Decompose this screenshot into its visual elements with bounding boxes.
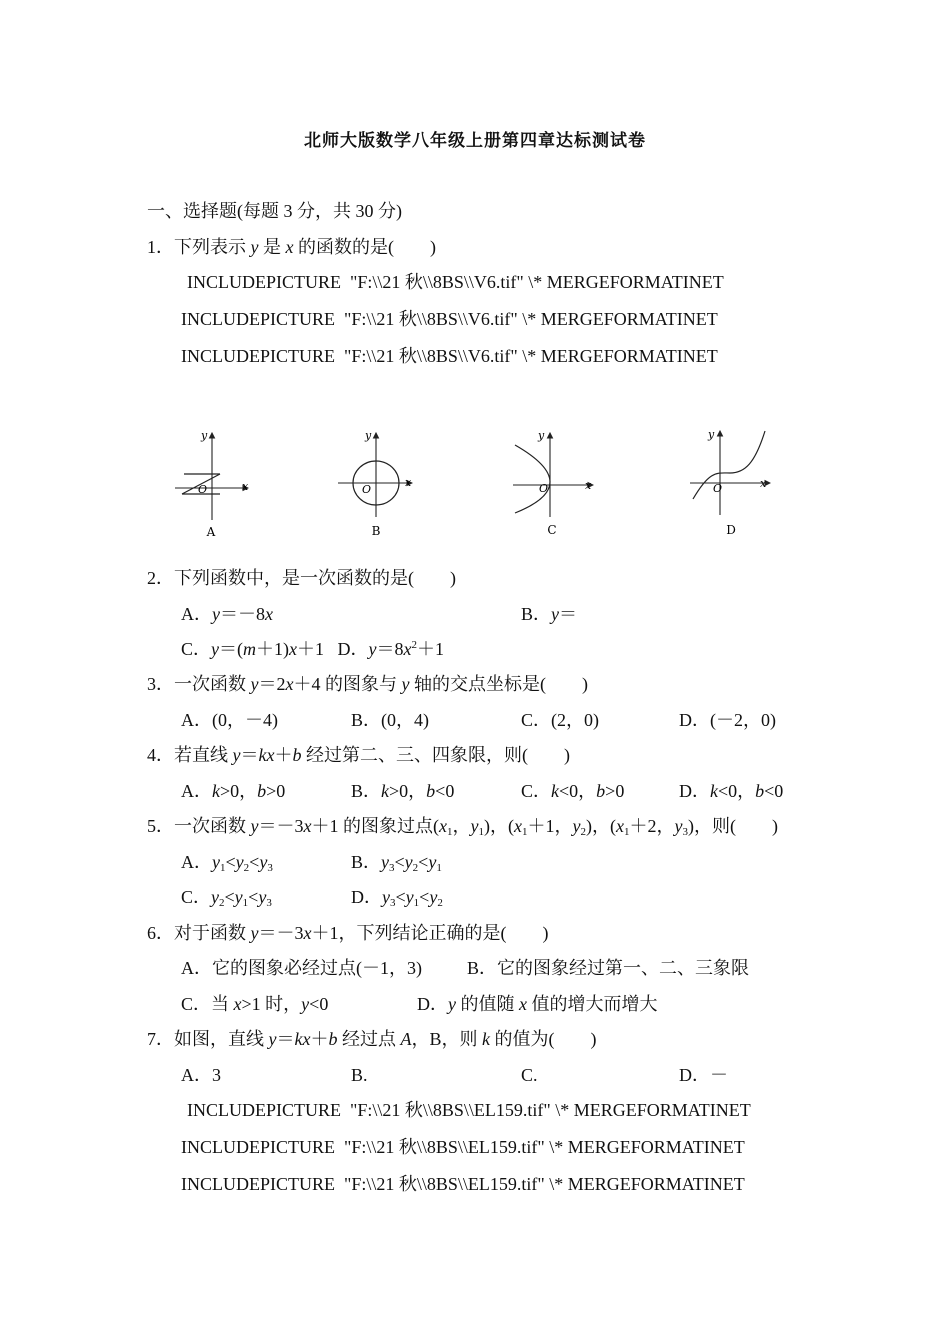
option-a: A．y＝－8x bbox=[181, 604, 273, 624]
origin-label: O bbox=[362, 483, 372, 496]
question-1: 1．下列表示 y 是 x 的函数的是( ) bbox=[147, 237, 436, 257]
figure-label: B bbox=[371, 524, 381, 538]
option-c-d: C．y＝(m＋1)x＋1 D．$y=8x^2+1$ bbox=[181, 639, 445, 659]
include-field: INCLUDEPICTURE "F:\\21 秋\\8BS\\EL159.tif" \* MERGEFORMATINET bbox=[187, 1100, 751, 1120]
option-d: D．y 的值随 x 值的增大而增大 bbox=[417, 994, 658, 1014]
y-label: y bbox=[538, 429, 545, 442]
origin-label: O bbox=[198, 483, 208, 496]
section-heading: 一、选择题(每题 3 分，共 30 分) bbox=[147, 201, 402, 221]
option-a: A．3 bbox=[181, 1065, 221, 1085]
include-field: INCLUDEPICTURE "F:\\21 秋\\8BS\\V6.tif" \* MERGEFORMATINET bbox=[181, 309, 718, 329]
origin-label: O bbox=[539, 482, 549, 495]
option-b: B．它的图象经过第一、二、三象限 bbox=[467, 958, 750, 978]
option-b: B．$y_3<y_2<y_1$ bbox=[351, 852, 442, 874]
option-a: A．k>0，b>0 bbox=[181, 781, 286, 801]
option-c: C．$y_2<y_1<y_3$ bbox=[181, 887, 272, 909]
include-field: INCLUDEPICTURE "F:\\21 秋\\8BS\\V6.tif" \* MERGEFORMATINET bbox=[181, 346, 718, 366]
origin-label: O bbox=[713, 482, 723, 495]
option-d: D．k<0，b<0 bbox=[679, 781, 784, 801]
y-label: y bbox=[201, 429, 208, 442]
question-5: 5．一次函数 y＝－3x＋1 的图象过点($x_1$，$y_1$)，($x_1+1$，$y_2$)，($x_1+2$，$y_3$)，则( ) bbox=[147, 816, 778, 838]
page-title: 北师大版数学八年级上册第四章达标测试卷 bbox=[304, 131, 646, 151]
question-7: 7．如图，直线 y＝kx＋b 经过点 A，B，则 k 的值为( ) bbox=[147, 1029, 597, 1049]
figure-c bbox=[505, 425, 605, 540]
x-label: x bbox=[242, 480, 249, 493]
question-2: 2．下列函数中，是一次函数的是( ) bbox=[147, 568, 456, 588]
include-field: INCLUDEPICTURE "F:\\21 秋\\8BS\\EL159.tif" \* MERGEFORMATINET bbox=[181, 1174, 745, 1194]
question-4: 4．若直线 y＝kx＋b 经过第二、三、四象限，则( ) bbox=[147, 745, 570, 765]
option-c: C．当 x>1 时，y<0 bbox=[181, 994, 329, 1014]
option-a: A．$y_1<y_2<y_3$ bbox=[181, 852, 273, 874]
option-b: B．k>0，b<0 bbox=[351, 781, 455, 801]
figure-label: D bbox=[726, 523, 736, 537]
x-label: x bbox=[405, 476, 412, 489]
option-d: D．(－2，0) bbox=[679, 710, 776, 730]
y-label: y bbox=[365, 429, 372, 442]
option-c: C. bbox=[521, 1065, 538, 1085]
option-d: D．$y_3<y_1<y_2$ bbox=[351, 887, 443, 909]
option-a: A．它的图象必经过点(－1，3) bbox=[181, 958, 422, 978]
include-field: INCLUDEPICTURE "F:\\21 秋\\8BS\\EL159.tif" \* MERGEFORMATINET bbox=[181, 1137, 745, 1157]
question-3: 3．一次函数 y＝2x＋4 的图象与 y 轴的交点坐标是( ) bbox=[147, 674, 588, 694]
option-c: C．k<0，b>0 bbox=[521, 781, 625, 801]
option-b: B．(0，4) bbox=[351, 710, 429, 730]
figure-b bbox=[335, 425, 435, 540]
option-c: C．(2，0) bbox=[521, 710, 599, 730]
include-field: INCLUDEPICTURE "F:\\21 秋\\8BS\\V6.tif" \* MERGEFORMATINET bbox=[187, 272, 724, 292]
y-label: y bbox=[708, 428, 715, 441]
figure-a bbox=[170, 425, 270, 540]
x-label: x bbox=[585, 479, 592, 492]
x-label: x bbox=[760, 477, 767, 490]
figure-label: C bbox=[547, 523, 557, 537]
figure-label: A bbox=[206, 525, 216, 539]
figure-d bbox=[685, 425, 785, 540]
option-d: D．－ bbox=[679, 1065, 728, 1085]
option-b: B．y＝ bbox=[521, 604, 578, 624]
option-a: A．(0，－4) bbox=[181, 710, 278, 730]
option-b: B. bbox=[351, 1065, 368, 1085]
question-6: 6．对于函数 y＝－3x＋1，下列结论正确的是( ) bbox=[147, 923, 549, 943]
